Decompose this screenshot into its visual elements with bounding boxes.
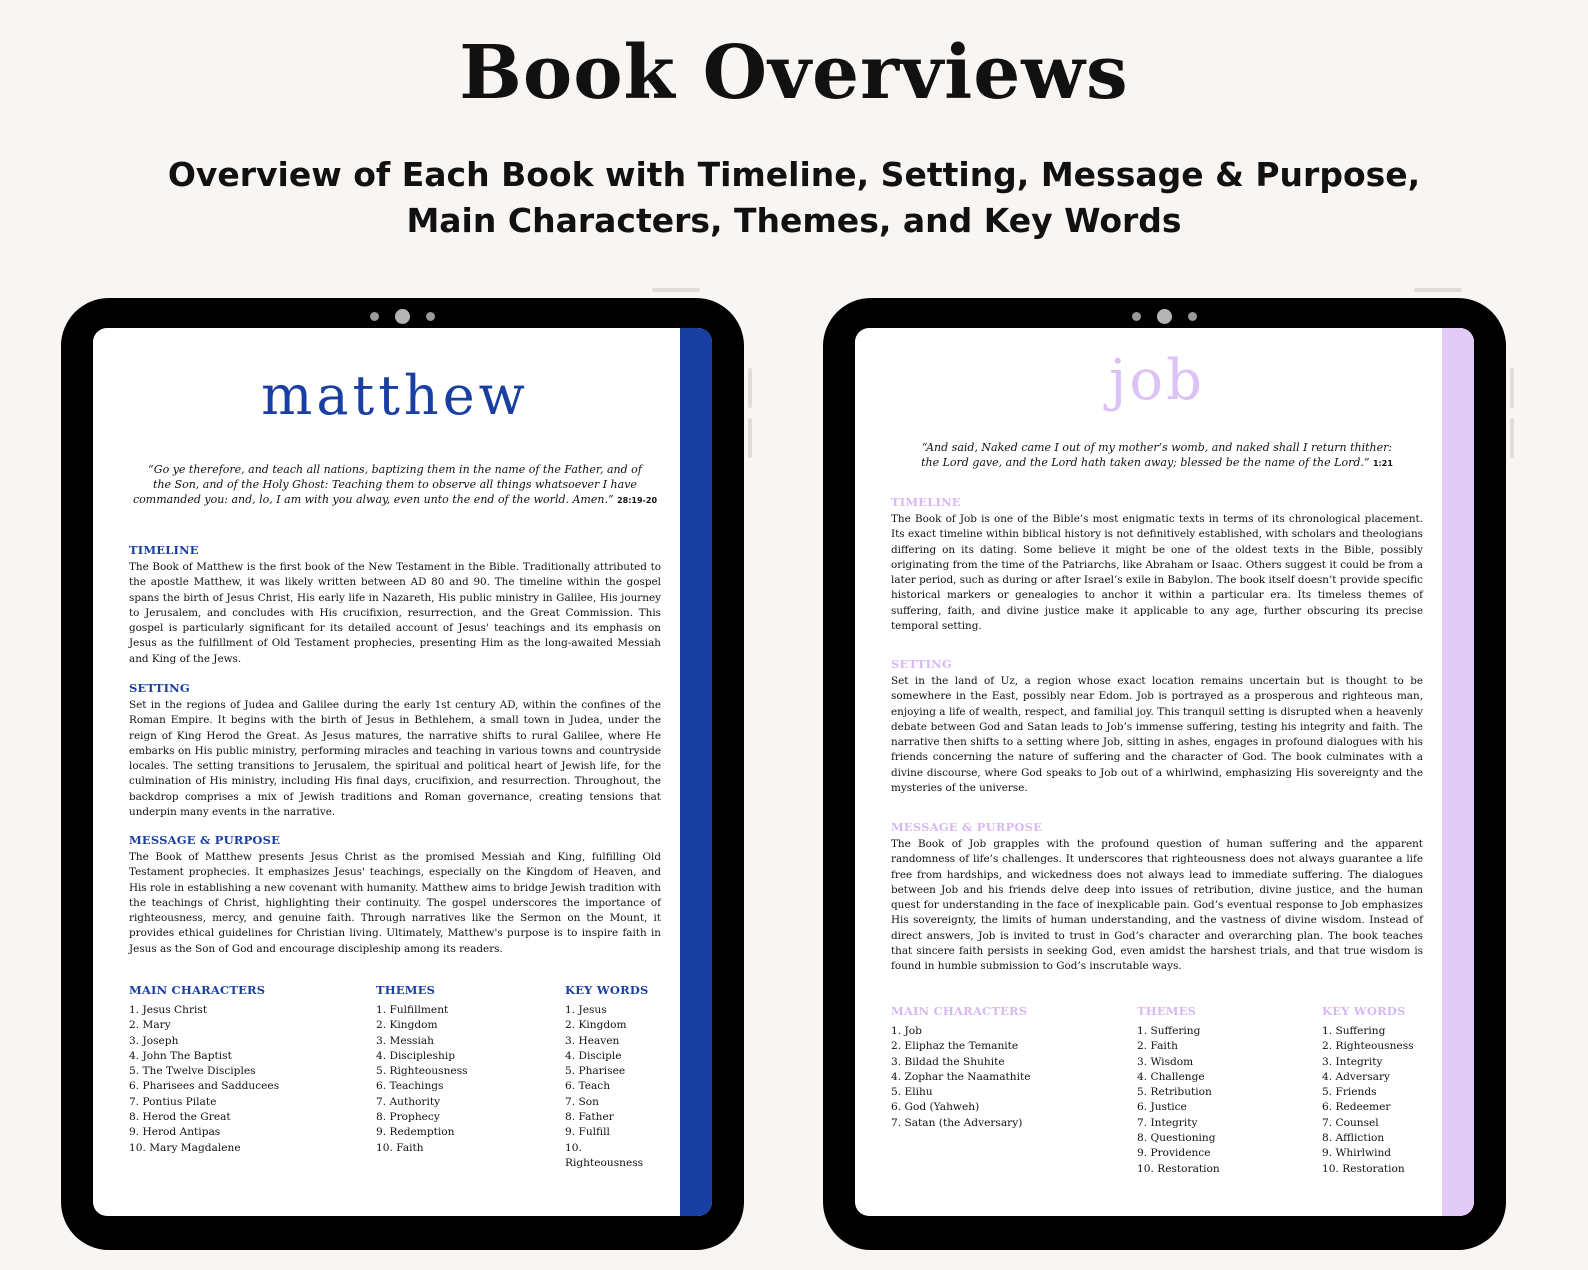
tablet-matthew	[61, 298, 744, 1250]
list-item: 8. Herod the Great	[129, 1111, 231, 1124]
book-title: job	[1109, 348, 1205, 413]
list-item: 2. Righteousness	[1322, 1040, 1414, 1053]
list-item: 2. Mary	[129, 1019, 171, 1032]
list-item: 6. Justice	[1137, 1101, 1187, 1114]
list-item: 10. Mary Magdalene	[129, 1141, 241, 1154]
key-words-column	[1322, 1004, 1414, 1177]
quote-line: the Lord gave, and the Lord hath taken away; blessed be the name of the Lord.” 1:21	[921, 456, 1393, 469]
section-text: The Book of Matthew presents Jesus Christ as the promised Messiah and King, fulfilling Old Testament prophecies. It emphasizes Jesus' teachings, especially on the Kingdom of Heaven, and His role in establishing a new covenant with humanity. Matthew aims to bridge Jewish tradition with the teachings of Christ, highlighting their continuity. The gospel underscores the importance of righteousness, mercy, and genuine faith. Through narratives like the Sermon on the Mount, it provides ethical guidelines for Christian living. Ultimately, Matthew's purpose is to inspire faith in Jesus as the Son of God and encourage discipleship among its readers.	[129, 851, 661, 955]
section-setting	[129, 681, 661, 820]
section-message-purpose	[891, 820, 1423, 975]
list-item: 4. Zophar the Naamathite	[891, 1070, 1031, 1083]
camera-lens	[1157, 309, 1172, 324]
list-item: 3. Bildad the Shuhite	[891, 1055, 1005, 1068]
tablet-volume-up-button	[1510, 368, 1514, 408]
list-item: 6. Pharisees and Sadducees	[129, 1080, 280, 1093]
section-heading: MESSAGE & PURPOSE	[891, 820, 1043, 834]
list-item: 2. Eliphaz the Temanite	[891, 1040, 1019, 1053]
list-item: 5. Retribution	[1137, 1086, 1212, 1099]
tablet-top-button	[1414, 288, 1462, 292]
list-item: 5. Elihu	[891, 1086, 933, 1099]
list-item: 10. Restoration	[1322, 1162, 1405, 1175]
camera-bar	[823, 306, 1506, 325]
tablet-volume-down-button	[1510, 418, 1514, 458]
section-heading: SETTING	[129, 681, 190, 695]
list-item: 10. Restoration	[1137, 1162, 1220, 1175]
section-setting	[891, 657, 1423, 796]
section-message-purpose	[129, 833, 661, 957]
list-item: 4. John The Baptist	[129, 1049, 232, 1062]
sensor-dot	[1188, 312, 1197, 321]
page-subtitle	[0, 152, 1588, 244]
list-item: 8. Prophecy	[376, 1111, 440, 1124]
tablet-volume-up-button	[748, 368, 752, 408]
section-heading: TIMELINE	[891, 495, 961, 509]
subtitle-line-2: Main Characters, Themes, and Key Words	[406, 201, 1182, 240]
sensor-dot	[426, 312, 435, 321]
sensor-dot	[1132, 312, 1141, 321]
tablet-top-button	[652, 288, 700, 292]
list-item: 10. Righteousness	[565, 1141, 644, 1169]
list-item: 7. Integrity	[1137, 1116, 1198, 1129]
section-heading: TIMELINE	[129, 543, 199, 557]
list-item: 1. Suffering	[1322, 1025, 1386, 1037]
subtitle-line-1: Overview of Each Book with Timeline, Setting, Message & Purpose,	[167, 155, 1421, 194]
key-words-column	[565, 983, 661, 1171]
list-item: 9. Herod Antipas	[129, 1126, 221, 1139]
list-item: 6. Teach	[565, 1080, 611, 1093]
column-heading: THEMES	[376, 983, 436, 997]
section-text: The Book of Job grapples with the profound question of human suffering and the apparent randomness of life’s challenges. It underscores that righteousness does not always guarantee a life free from hardships, and wickedness does not always lead to immediate suffering. The dialogues between Job and his friends delve deep into issues of retribution, divine justice, and the human quest for understanding in the face of inexplicable pain. God’s eventual response to Job emphasizes His sovereignty, the limits of human understanding, and the vastness of divine wisdom. Instead of direct answers, Job is invited to trust in God’s character and overarching plan. The book teaches that sincere faith persists in seeking God, even amidst the harshest trials, and that true wisdom is found in humble submission to God’s inscrutable ways.	[891, 838, 1423, 973]
book-title: matthew	[261, 364, 529, 427]
list-item: 3. Heaven	[565, 1034, 620, 1047]
main-characters-column	[129, 983, 279, 1156]
list-item: 9. Whirlwind	[1322, 1147, 1392, 1160]
section-heading: SETTING	[891, 657, 952, 671]
main-characters-column	[891, 1004, 1031, 1131]
list-item: 1. Suffering	[1137, 1025, 1201, 1037]
column-heading: KEY WORDS	[1322, 1004, 1406, 1018]
list-item: 5. Pharisee	[565, 1065, 626, 1078]
list-item: 5. Friends	[1322, 1086, 1377, 1099]
list-item: 3. Integrity	[1322, 1055, 1383, 1068]
column-heading: MAIN CHARACTERS	[891, 1004, 1028, 1018]
camera-lens	[395, 309, 410, 324]
list-item: 1. Job	[891, 1025, 922, 1037]
section-text: The Book of Matthew is the first book of the New Testament in the Bible. Traditionally attributed to the apostle Matthew, it was likely written between AD 80 and 90. The timeline within the gospel spans the birth of Jesus Christ, His early life in Nazareth, His public ministry in Galilee, His journey to Jerusalem, and concludes with His crucifixion, resurrection, and the Great Commission. This gospel is particularly significant for its detailed account of Jesus' teachings and its emphasis on Jesus as the fulfillment of Old Testament prophecies, presenting Him as the long-awaited Messiah and King of the Jews.	[129, 561, 661, 665]
sensor-dot	[370, 312, 379, 321]
column-heading: KEY WORDS	[565, 983, 649, 997]
themes-column	[376, 983, 468, 1156]
list-item: 7. Satan (the Adversary)	[891, 1116, 1023, 1129]
list-item: 10. Faith	[376, 1141, 424, 1154]
list-item: 6. Redeemer	[1322, 1101, 1391, 1114]
list-item: 1. Fulfillment	[376, 1004, 449, 1016]
list-item: 4. Adversary	[1322, 1070, 1391, 1083]
list-item: 7. Counsel	[1322, 1116, 1379, 1129]
tablet-screen	[93, 328, 712, 1216]
list-item: 9. Providence	[1137, 1147, 1211, 1160]
quote-reference: 1:21	[1372, 459, 1393, 468]
tablet-volume-down-button	[748, 418, 752, 458]
camera-bar	[61, 306, 744, 325]
tablet-screen	[855, 328, 1474, 1216]
list-item: 6. God (Yahweh)	[891, 1101, 980, 1114]
list-item: 9. Redemption	[376, 1126, 455, 1139]
list-item: 3. Joseph	[129, 1034, 179, 1047]
list-item: 4. Challenge	[1137, 1070, 1205, 1083]
column-heading: MAIN CHARACTERS	[129, 983, 266, 997]
list-item: 2. Kingdom	[565, 1019, 627, 1032]
column-heading: THEMES	[1137, 1004, 1197, 1018]
list-item: 2. Faith	[1137, 1040, 1178, 1053]
accent-stripe	[680, 328, 712, 1216]
page-title: Book Overviews	[459, 30, 1129, 116]
section-text: The Book of Job is one of the Bible’s most enigmatic texts in terms of its chronological placement. Its exact timeline within biblical history is not definitively established, with scholars and theologians differing on its dating. Some believe it might be one of the oldest texts in the Bible, possibly originating from the time of the Patriarchs, like Abraham or Isaac. Others suggest it could be from a later period, such as during or after Israel’s exile in Babylon. The book itself doesn’t provide specific historical markers or genealogies to anchor it within a particular era. Its timeless themes of suffering, faith, and divine justice make it applicable to any age, further obscuring its precise temporal setting.	[891, 513, 1423, 633]
list-item: 3. Wisdom	[1137, 1055, 1194, 1068]
list-item: 8. Affliction	[1322, 1132, 1385, 1145]
tablet-job	[823, 298, 1506, 1250]
list-item: 4. Disciple	[565, 1049, 622, 1062]
list-item: 5. The Twelve Disciples	[129, 1065, 256, 1078]
list-item: 4. Discipleship	[376, 1049, 455, 1062]
quote-line: the Son, and of the Holy Ghost: Teaching them to observe all things whatsoever I have	[153, 478, 637, 491]
book-quote	[129, 462, 661, 508]
list-item: 7. Pontius Pilate	[129, 1095, 217, 1108]
themes-column	[1137, 1004, 1220, 1177]
accent-stripe	[1442, 328, 1474, 1216]
list-item: 7. Authority	[376, 1095, 441, 1108]
section-text: Set in the land of Uz, a region whose exact location remains uncertain but is thought to be somewhere in the East, possibly near Edom. Job is portrayed as a prosperous and righteous man, enjoying a life of wealth, respect, and familial joy. This tranquil setting is disrupted when a heavenly debate between God and Satan leads to Job’s immense suffering, testing his integrity and faith. The narrative then shifts to a setting where Job, sitting in ashes, engages in profound dialogues with his friends concerning the nature of suffering and the character of God. The book culminates with a divine discourse, where God speaks to Job out of a whirlwind, emphasizing His sovereignty and the mysteries of the universe.	[891, 675, 1423, 795]
list-item: 8. Father	[565, 1111, 614, 1124]
quote-line: “Go ye therefore, and teach all nations, baptizing them in the name of the Father, and of	[148, 463, 642, 476]
quote-line: commanded you: and, lo, I am with you alway, even unto the end of the world. Amen.” 28:19-20	[132, 493, 658, 506]
list-item: 8. Questioning	[1137, 1132, 1216, 1145]
list-item: 2. Kingdom	[376, 1019, 438, 1032]
section-heading: MESSAGE & PURPOSE	[129, 833, 281, 847]
quote-reference: 28:19-20	[617, 496, 658, 505]
book-quote	[891, 440, 1423, 471]
list-item: 3. Messiah	[376, 1034, 434, 1047]
section-timeline	[129, 543, 661, 667]
section-text: Set in the regions of Judea and Galilee during the early 1st century AD, within the confines of the Roman Empire. It begins with the birth of Jesus in Bethlehem, a small town in Judea, under the reign of King Herod the Great. As Jesus matures, the narrative shifts to rural Galilee, where He embarks on His public ministry, performing miracles and teaching in various towns and countryside locales. The setting transitions to Jerusalem, the spiritual and political heart of Jewish life, for the culmination of His ministry, including His final days, crucifixion, and resurrection. Throughout, the backdrop comprises a mix of Jewish traditions and Roman governance, creating tensions that underpin many events in the narrative.	[129, 699, 661, 819]
list-item: 7. Son	[565, 1095, 599, 1108]
quote-line: “And said, Naked came I out of my mother’s womb, and naked shall I return thither:	[921, 441, 1393, 454]
list-item: 9. Fulfill	[565, 1126, 610, 1139]
list-item: 1. Jesus Christ	[129, 1004, 208, 1016]
list-item: 6. Teachings	[376, 1080, 444, 1093]
list-item: 1. Jesus	[565, 1004, 607, 1016]
list-item: 5. Righteousness	[376, 1065, 468, 1078]
section-timeline	[891, 495, 1423, 634]
